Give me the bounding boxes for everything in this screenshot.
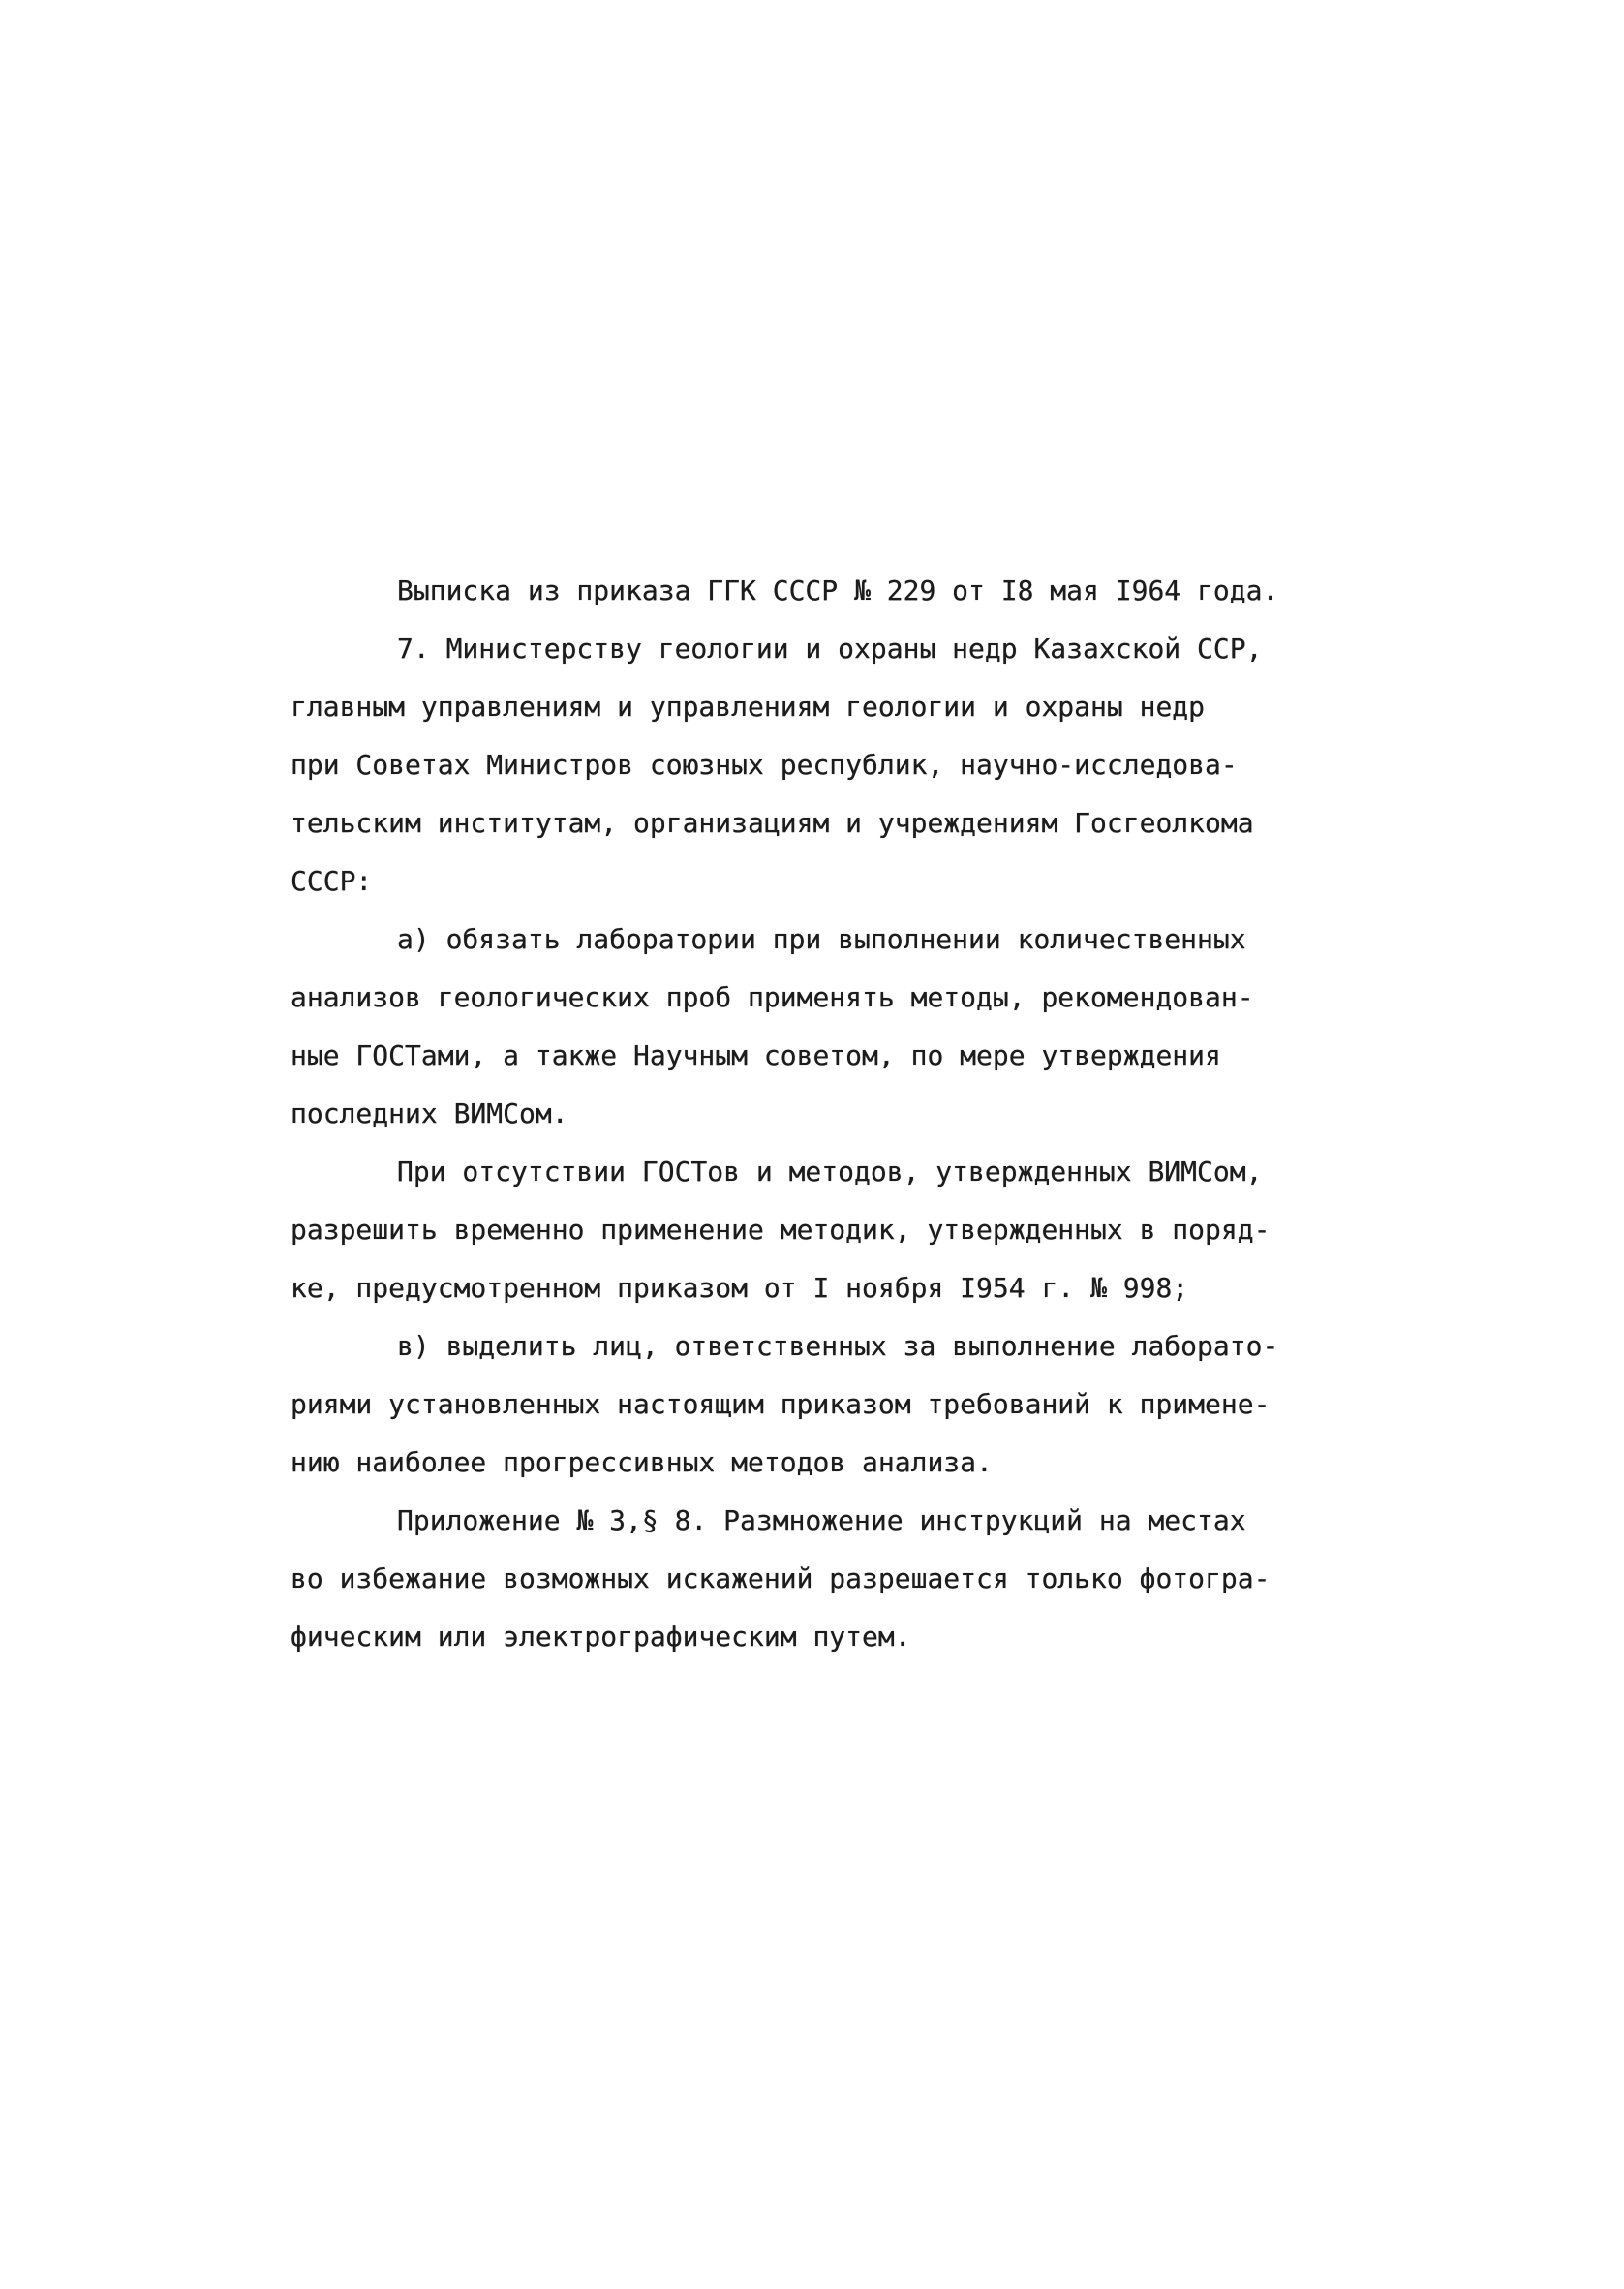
appendix-line: Приложение № 3,§ 8. Размножение инструкций на местах [397,1504,1246,1536]
item-v-line: в) выделить лиц, ответственных за выполнение лаборато- [397,1330,1279,1362]
item-a-line: анализов геологических проб применять методы, рекомендован- [291,981,1254,1013]
item-a-line: ные ГОСТами, а также Научным советом, по мере утверждения [291,1039,1221,1071]
item-gost-line: При отсутствии ГОСТов и методов, утвержденных ВИМСом, [397,1156,1263,1188]
item-v-line: нию наиболее прогрессивных методов анализа. [291,1446,993,1478]
item-a-line: а) обязать лаборатории при выполнении количественных [397,923,1246,955]
item-7-line: при Советах Министров союзных республик, научно-исследова- [291,749,1238,781]
item-7-line: 7. Министерству геологии и охраны недр Казахской ССР, [397,633,1263,665]
item-v-line: риями установленных настоящим приказом требований к примене- [291,1388,1271,1420]
order-extract-text [291,562,1356,1666]
document-title: Выписка из приказа ГГК СССР № 229 от I8 мая I964 года. [397,574,1279,606]
item-gost-line: ке, предусмотренном приказом от I ноября I954 г. № 998; [291,1272,1189,1304]
item-7-line: главным управлениям и управлениям геологии и охраны недр [291,691,1206,723]
item-7-line: СССР: [291,865,373,897]
appendix-line: во избежание возможных искажений разрешается только фотогра- [291,1562,1271,1594]
item-gost-line: разрешить временно применение методик, утвержденных в поряд- [291,1214,1271,1246]
appendix-line: фическим или электрографическим путем. [291,1621,911,1653]
item-7-line: тельским институтам, организациям и учреждениям Госгеолкома [291,807,1254,839]
item-a-line: последних ВИМСом. [291,1098,568,1129]
